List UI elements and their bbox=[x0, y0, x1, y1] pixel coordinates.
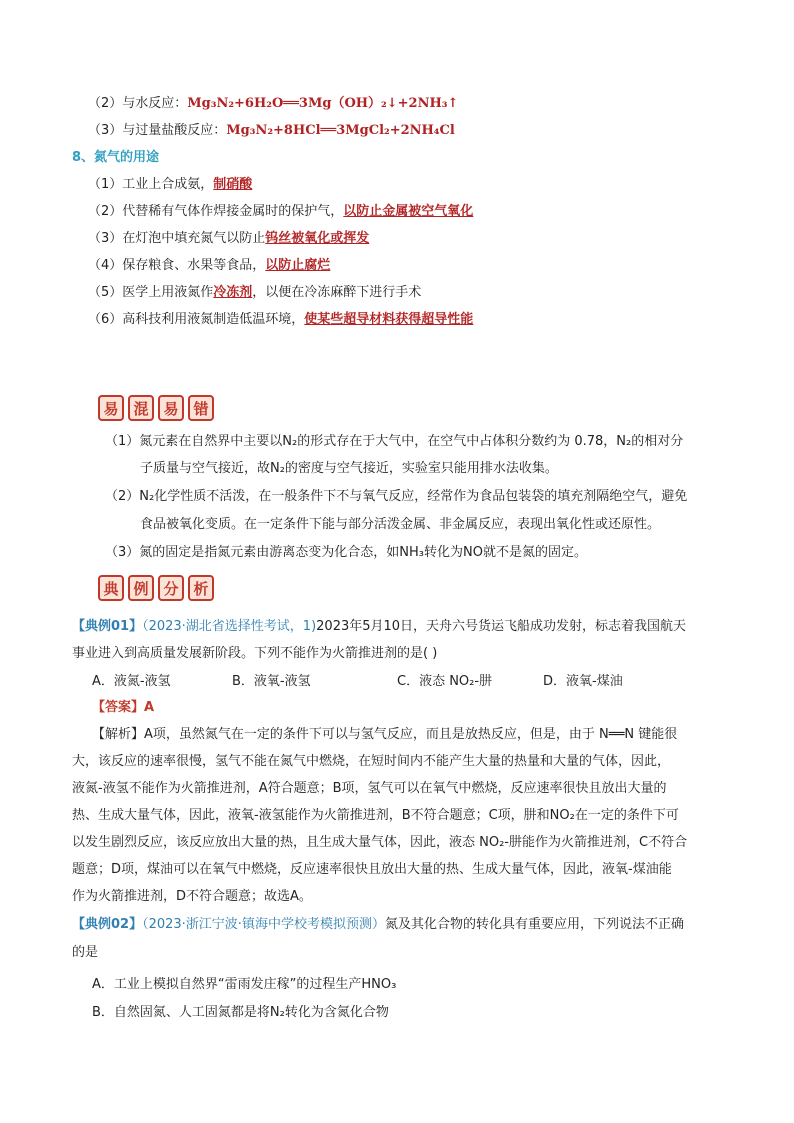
example-1-tag: 【典例01】 bbox=[72, 619, 143, 634]
example-1-analysis-line6: 题意；D项，煤油可以在氧气中燃烧，反应速率很快且放出大量的热、生成大量气体，因此，液氧-煤油能 bbox=[72, 862, 672, 877]
use-item-3 bbox=[88, 229, 369, 249]
badge-char: 错 bbox=[188, 395, 214, 421]
badge-char: 析 bbox=[188, 575, 214, 601]
use-item-1 bbox=[88, 175, 252, 195]
example-1-answer: 【答案】A bbox=[92, 700, 155, 715]
example-2-tag: 【典例02】 bbox=[72, 917, 143, 932]
example-1-analysis-line3: 液氮-液氢不能作为火箭推进剂，A符合题意；B项，氢气可以在氧气中燃烧，反应速率很快且放出大量的 bbox=[72, 781, 667, 796]
example-1-analysis-line5: 以发生剧烈反应，该反应放出大量的热，且生成大量气体，因此，液态 NO₂-肼能作为火箭推进剂，C不符合 bbox=[72, 835, 688, 850]
use-item-prefix: （3）在灯泡中填充氮气以防止 bbox=[88, 231, 266, 246]
confusion-p2-line1: （2）N₂化学性质不活泼，在一般条件下不与氧气反应，经常作为食品包装袋的填充剂隔绝空气，避免 bbox=[105, 489, 688, 504]
example-1-option-c: C．液态 NO₂-肼 bbox=[397, 674, 493, 689]
badge-char: 混 bbox=[128, 395, 154, 421]
example-2-stem-line2: 的是 bbox=[72, 945, 99, 960]
example-1-stem-line1 bbox=[72, 617, 686, 637]
example-1-option-a: A．液氮-液氢 bbox=[92, 674, 171, 689]
use-item-suffix: ，以便在冷冻麻醉下进行手术 bbox=[252, 285, 422, 300]
example-1-analysis-line7: 作为火箭推进剂，D不符合题意；故选A。 bbox=[72, 889, 312, 904]
badge-char: 易 bbox=[158, 395, 184, 421]
use-item-4 bbox=[88, 256, 330, 276]
use-item-prefix: （1）工业上合成氨， bbox=[88, 177, 214, 192]
use-item-2 bbox=[88, 202, 473, 222]
reaction-3-label: （3）与过量盐酸反应： bbox=[88, 123, 227, 138]
use-item-prefix: （4）保存粮食、水果等食品， bbox=[88, 258, 266, 273]
use-item-answer: 制硝酸 bbox=[213, 177, 253, 192]
example-2-stem-line1 bbox=[72, 915, 684, 935]
example-2-option-a: A．工业上模拟自然界“雷雨发庄稼”的过程生产HNO₃ bbox=[92, 977, 397, 992]
use-item-prefix: （6）高科技利用液氮制造低温环境， bbox=[88, 312, 305, 327]
confusion-p2-line2: 食品被氧化变质。在一定条件下能与部分活泼金属、非金属反应，表现出氧化性或还原性。 bbox=[140, 517, 661, 532]
example-2-option-b: B．自然固氮、人工固氮都是将N₂转化为含氮化合物 bbox=[92, 1005, 389, 1020]
uses-heading: 8、氮气的用途 bbox=[72, 150, 160, 165]
example-1-analysis-line4: 热、生成大量气体，因此，液氧-液氢能作为火箭推进剂，B不符合题意；C项，肼和NO₂在一定的条件下可 bbox=[72, 808, 679, 823]
badge-char: 分 bbox=[158, 575, 184, 601]
example-1-source: （2023·湖北省选择性考试，1) bbox=[142, 619, 317, 634]
badge-char: 易 bbox=[98, 395, 124, 421]
reaction-2-label: （2）与水反应： bbox=[88, 96, 188, 111]
reaction-3-formula: Mg₃N₂+8HCl══3MgCl₂+2NH₄Cl bbox=[226, 123, 455, 138]
confusion-badges bbox=[98, 395, 214, 421]
use-item-answer: 以防止腐烂 bbox=[265, 258, 331, 273]
example-1-stem-line2: 事业进入到高质量发展新阶段。下列不能作为火箭推进剂的是( ) bbox=[72, 646, 438, 661]
reaction-2-formula: Mg₃N₂+6H₂O══3Mg（OH）₂↓+2NH₃↑ bbox=[187, 96, 459, 111]
use-item-prefix: （2）代替稀有气体作焊接金属时的保护气， bbox=[88, 204, 344, 219]
example-1-option-d: D．液氧-煤油 bbox=[543, 674, 623, 689]
use-item-answer: 以防止金属被空气氧化 bbox=[343, 204, 474, 219]
use-item-6 bbox=[88, 310, 473, 330]
badge-char: 典 bbox=[98, 575, 124, 601]
example-1-analysis-line1: 【解析】A项，虽然氮气在一定的条件下可以与氢气反应，而且是放热反应，但是，由于 N══N 键能很 bbox=[92, 727, 678, 742]
use-item-prefix: （5）医学上用液氮作 bbox=[88, 285, 214, 300]
confusion-p1-line1: （1）氮元素在自然界中主要以N₂的形式存在于大气中，在空气中占体积分数约为 0.78，N₂的相对分 bbox=[105, 434, 684, 449]
badge-char: 例 bbox=[128, 575, 154, 601]
example-badges bbox=[98, 575, 214, 601]
example-2-source: （2023·浙江宁波·镇海中学校考模拟预测） bbox=[142, 917, 385, 932]
example-1-stem-a: 2023年5月10日，天舟六号货运飞船成功发射，标志着我国航天 bbox=[316, 619, 687, 634]
confusion-p1-line2: 子质量与空气接近，故N₂的密度与空气接近，实验室只能用排水法收集。 bbox=[140, 461, 558, 476]
example-1-analysis-line2: 大，该反应的速率很慢，氢气不能在氮气中燃烧，在短时间内不能产生大量的热量和大量的气体，因此， bbox=[72, 754, 671, 769]
example-1-option-b: B．液氧-液氢 bbox=[232, 674, 311, 689]
reaction-3 bbox=[88, 121, 455, 141]
reaction-2 bbox=[88, 94, 458, 114]
use-item-5 bbox=[88, 283, 421, 303]
use-item-answer: 使某些超导材料获得超导性能 bbox=[304, 312, 474, 327]
use-item-answer: 钨丝被氧化或挥发 bbox=[265, 231, 370, 246]
example-2-stem-a: 氮及其化合物的转化具有重要应用，下列说法不正确 bbox=[384, 917, 684, 932]
confusion-p3: （3）氮的固定是指氮元素由游离态变为化合态，如NH₃转化为NO就不是氮的固定。 bbox=[105, 545, 587, 560]
use-item-answer: 冷冻剂 bbox=[213, 285, 253, 300]
